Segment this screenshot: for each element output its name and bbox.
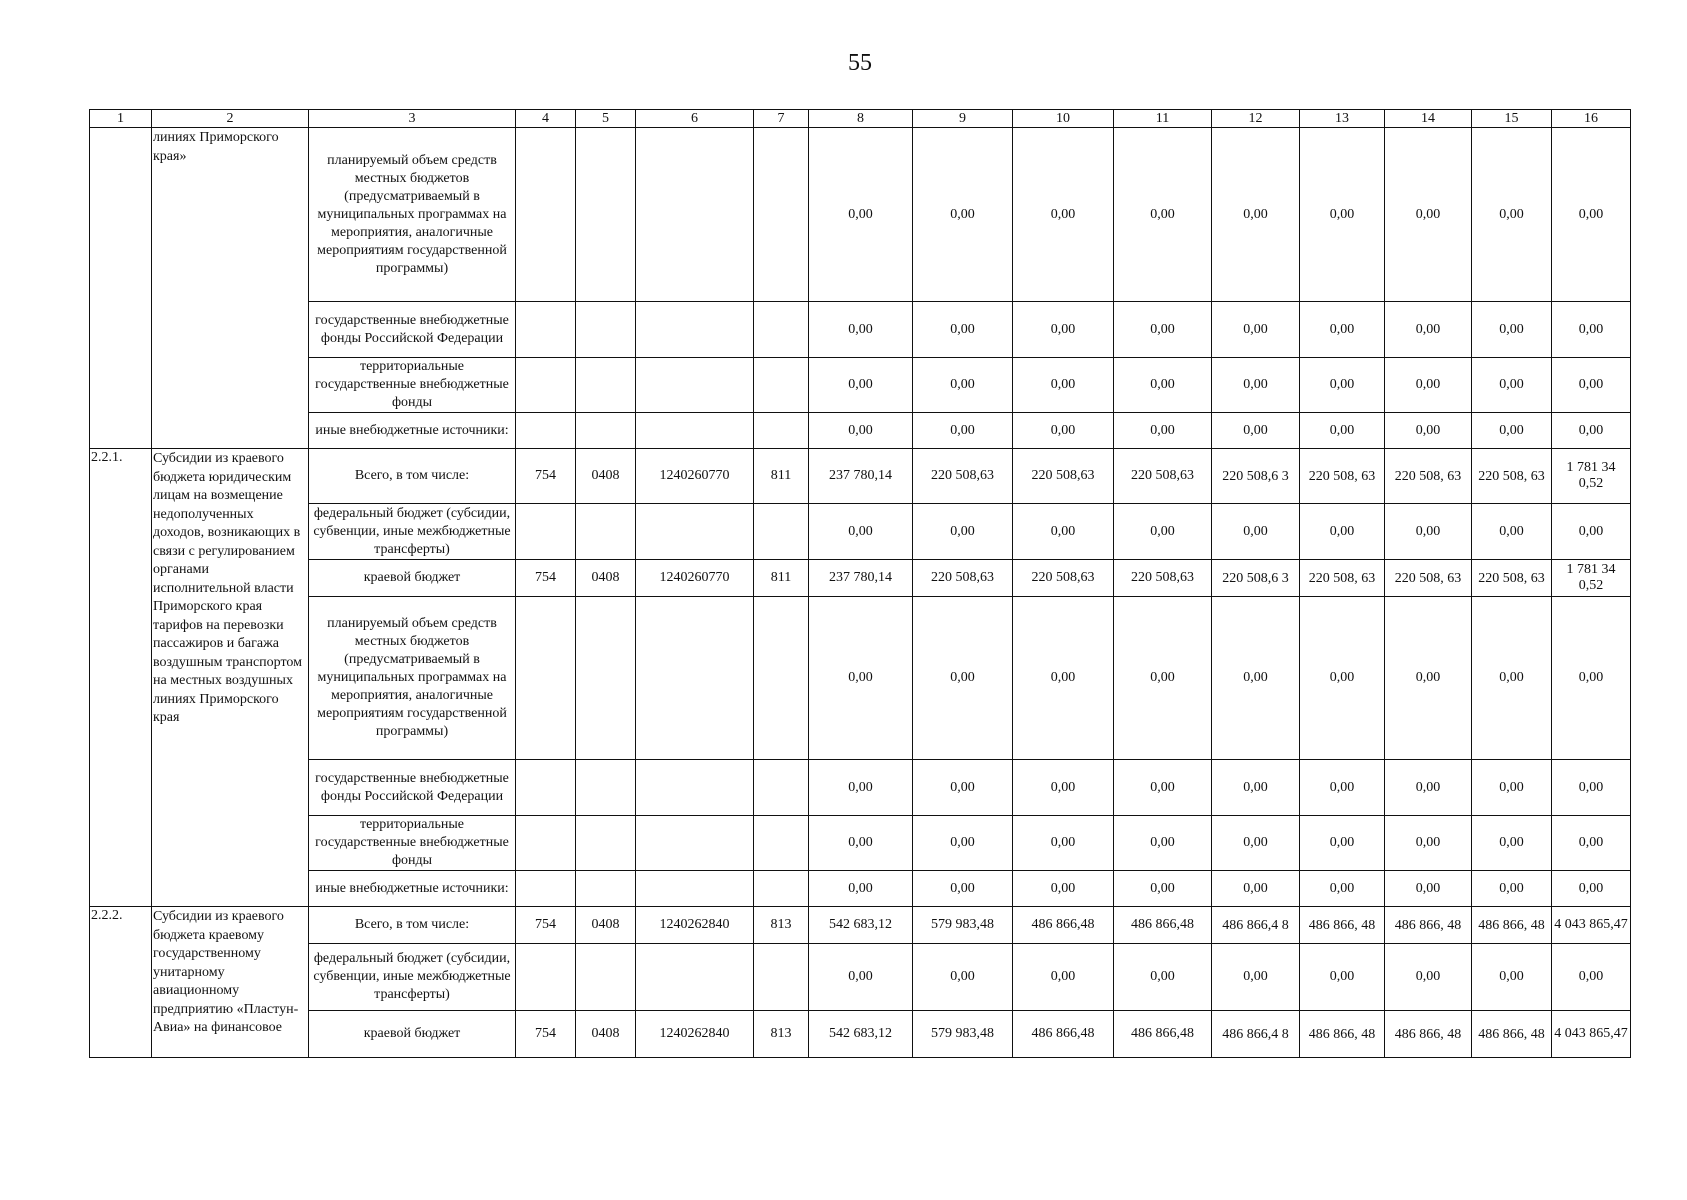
- budget-code-cell: 754: [516, 907, 576, 944]
- amount-cell: 0,00: [1472, 816, 1552, 871]
- amount-cell: 0,00: [1385, 597, 1472, 760]
- budget-code-cell: 811: [754, 560, 809, 597]
- amount-cell: 0,00: [1472, 413, 1552, 449]
- funding-source-cell: федеральный бюджет (субсидии, субвенции, иные межбюджетные трансферты): [309, 944, 516, 1011]
- amount-cell: 0,00: [1013, 760, 1114, 816]
- amount-cell: 220 508,63: [913, 560, 1013, 597]
- funding-source-cell: Всего, в том числе:: [309, 907, 516, 944]
- column-number-header: 8: [809, 110, 913, 128]
- table-body: [90, 110, 1631, 1058]
- budget-code-cell: 813: [754, 1011, 809, 1058]
- amount-cell: 0,00: [913, 871, 1013, 907]
- amount-cell: 0,00: [1552, 128, 1631, 302]
- amount-cell: 0,00: [1472, 358, 1552, 413]
- column-number-header: 13: [1300, 110, 1385, 128]
- amount-cell: 0,00: [1385, 760, 1472, 816]
- table-row: [90, 413, 1631, 449]
- amount-cell: 0,00: [1300, 302, 1385, 358]
- amount-cell: 4 043 865,47: [1552, 907, 1631, 944]
- budget-code-cell: [516, 413, 576, 449]
- column-number-header: 7: [754, 110, 809, 128]
- funding-source-cell: краевой бюджет: [309, 1011, 516, 1058]
- amount-cell: 0,00: [1013, 413, 1114, 449]
- budget-code-cell: 1240262840: [636, 1011, 754, 1058]
- amount-cell: 486 866, 48: [1300, 1011, 1385, 1058]
- amount-cell: 0,00: [1114, 760, 1212, 816]
- table-row: [90, 560, 1631, 597]
- amount-cell: 0,00: [1212, 760, 1300, 816]
- budget-code-cell: [516, 944, 576, 1011]
- item-number-cell: 2.2.1.: [90, 449, 152, 907]
- amount-cell: 486 866, 48: [1472, 1011, 1552, 1058]
- amount-cell: 486 866,48: [1114, 907, 1212, 944]
- budget-code-cell: [516, 597, 576, 760]
- amount-cell: 0,00: [1300, 760, 1385, 816]
- amount-cell: 486 866, 48: [1385, 1011, 1472, 1058]
- column-number-header: 16: [1552, 110, 1631, 128]
- table-row: [90, 504, 1631, 560]
- amount-cell: 0,00: [913, 760, 1013, 816]
- amount-cell: 0,00: [1552, 358, 1631, 413]
- amount-cell: 0,00: [1013, 128, 1114, 302]
- amount-cell: 237 780,14: [809, 449, 913, 504]
- amount-cell: 220 508,63: [1013, 449, 1114, 504]
- column-number-header: 4: [516, 110, 576, 128]
- budget-code-cell: [636, 413, 754, 449]
- column-number-header: 3: [309, 110, 516, 128]
- budget-code-cell: [576, 944, 636, 1011]
- column-number-header: 15: [1472, 110, 1552, 128]
- budget-code-cell: [754, 944, 809, 1011]
- amount-cell: 0,00: [1300, 597, 1385, 760]
- amount-cell: 0,00: [809, 871, 913, 907]
- amount-cell: 237 780,14: [809, 560, 913, 597]
- budget-code-cell: [516, 358, 576, 413]
- amount-cell: 220 508, 63: [1300, 449, 1385, 504]
- amount-cell: 0,00: [1212, 504, 1300, 560]
- budget-code-cell: [516, 816, 576, 871]
- budget-code-cell: [516, 760, 576, 816]
- budget-code-cell: [754, 358, 809, 413]
- amount-cell: 0,00: [913, 816, 1013, 871]
- amount-cell: 486 866,4 8: [1212, 907, 1300, 944]
- amount-cell: 220 508, 63: [1300, 560, 1385, 597]
- budget-code-cell: 754: [516, 449, 576, 504]
- funding-source-cell: государственные внебюджетные фонды Российской Федерации: [309, 760, 516, 816]
- amount-cell: 220 508, 63: [1472, 560, 1552, 597]
- amount-cell: 0,00: [809, 597, 913, 760]
- amount-cell: 1 781 34 0,52: [1552, 560, 1631, 597]
- column-number-header: 9: [913, 110, 1013, 128]
- amount-cell: 0,00: [913, 128, 1013, 302]
- funding-source-cell: иные внебюджетные источники:: [309, 871, 516, 907]
- budget-code-cell: [636, 302, 754, 358]
- funding-source-cell: федеральный бюджет (субсидии, субвенции, иные межбюджетные трансферты): [309, 504, 516, 560]
- budget-code-cell: [576, 358, 636, 413]
- amount-cell: 0,00: [1552, 760, 1631, 816]
- amount-cell: 542 683,12: [809, 1011, 913, 1058]
- amount-cell: 0,00: [1212, 944, 1300, 1011]
- table-row: [90, 597, 1631, 760]
- budget-code-cell: 811: [754, 449, 809, 504]
- amount-cell: 0,00: [1300, 871, 1385, 907]
- funding-source-cell: государственные внебюджетные фонды Российской Федерации: [309, 302, 516, 358]
- budget-code-cell: [576, 816, 636, 871]
- amount-cell: 0,00: [913, 944, 1013, 1011]
- amount-cell: 0,00: [1114, 597, 1212, 760]
- amount-cell: 4 043 865,47: [1552, 1011, 1631, 1058]
- amount-cell: 0,00: [1013, 358, 1114, 413]
- amount-cell: 0,00: [1552, 816, 1631, 871]
- amount-cell: 0,00: [1552, 504, 1631, 560]
- amount-cell: 220 508,63: [1013, 560, 1114, 597]
- budget-code-cell: [636, 816, 754, 871]
- budget-code-cell: [636, 597, 754, 760]
- amount-cell: 486 866,48: [1013, 1011, 1114, 1058]
- amount-cell: 0,00: [1552, 413, 1631, 449]
- table-row: [90, 907, 1631, 944]
- budget-code-cell: 0408: [576, 1011, 636, 1058]
- budget-code-cell: 0408: [576, 449, 636, 504]
- budget-code-cell: [754, 128, 809, 302]
- amount-cell: 0,00: [1114, 128, 1212, 302]
- amount-cell: 0,00: [1114, 302, 1212, 358]
- amount-cell: 0,00: [1385, 504, 1472, 560]
- budget-code-cell: [636, 944, 754, 1011]
- amount-cell: 0,00: [1114, 504, 1212, 560]
- amount-cell: 220 508, 63: [1472, 449, 1552, 504]
- budget-code-cell: [636, 358, 754, 413]
- amount-cell: 0,00: [1212, 816, 1300, 871]
- amount-cell: 0,00: [1300, 504, 1385, 560]
- amount-cell: 0,00: [1114, 413, 1212, 449]
- budget-code-cell: [636, 128, 754, 302]
- amount-cell: 0,00: [1114, 358, 1212, 413]
- amount-cell: 0,00: [809, 128, 913, 302]
- amount-cell: 579 983,48: [913, 1011, 1013, 1058]
- amount-cell: 0,00: [1385, 302, 1472, 358]
- amount-cell: 0,00: [1552, 302, 1631, 358]
- funding-source-cell: планируемый объем средств местных бюджетов (предусматриваемый в муниципальных программах на мероприятия, аналогичные мероприятиям государственной программы): [309, 597, 516, 760]
- amount-cell: 0,00: [1212, 128, 1300, 302]
- budget-code-cell: 813: [754, 907, 809, 944]
- amount-cell: 0,00: [1385, 944, 1472, 1011]
- amount-cell: 0,00: [1300, 128, 1385, 302]
- amount-cell: 0,00: [809, 302, 913, 358]
- amount-cell: 0,00: [1013, 816, 1114, 871]
- budget-code-cell: 754: [516, 1011, 576, 1058]
- amount-cell: 486 866, 48: [1472, 907, 1552, 944]
- amount-cell: 0,00: [1552, 597, 1631, 760]
- budget-code-cell: [576, 760, 636, 816]
- item-name-cell: Субсидии из краевого бюджета краевому государственному унитарному авиационному предприятию «Пластун-Авиа» на финансовое: [152, 907, 309, 1058]
- column-number-header: 12: [1212, 110, 1300, 128]
- budget-code-cell: 1240262840: [636, 907, 754, 944]
- funding-source-cell: планируемый объем средств местных бюджетов (предусматриваемый в муниципальных программах на мероприятия, аналогичные мероприятиям государственной программы): [309, 128, 516, 302]
- budget-code-cell: [636, 760, 754, 816]
- amount-cell: 0,00: [1013, 944, 1114, 1011]
- amount-cell: 0,00: [1552, 871, 1631, 907]
- amount-cell: 0,00: [1385, 871, 1472, 907]
- funding-source-cell: территориальные государственные внебюджетные фонды: [309, 816, 516, 871]
- amount-cell: 542 683,12: [809, 907, 913, 944]
- amount-cell: 0,00: [1300, 358, 1385, 413]
- table-row: [90, 128, 1631, 302]
- amount-cell: 0,00: [1472, 871, 1552, 907]
- amount-cell: 0,00: [1013, 871, 1114, 907]
- amount-cell: 0,00: [1212, 302, 1300, 358]
- table-row: [90, 944, 1631, 1011]
- amount-cell: 0,00: [913, 597, 1013, 760]
- amount-cell: 579 983,48: [913, 907, 1013, 944]
- amount-cell: 220 508,63: [1114, 560, 1212, 597]
- budget-code-cell: [576, 302, 636, 358]
- budget-code-cell: [754, 504, 809, 560]
- budget-code-cell: [516, 871, 576, 907]
- amount-cell: 220 508,63: [913, 449, 1013, 504]
- amount-cell: 0,00: [1300, 413, 1385, 449]
- amount-cell: 0,00: [1300, 816, 1385, 871]
- amount-cell: 0,00: [1385, 816, 1472, 871]
- amount-cell: 486 866,48: [1114, 1011, 1212, 1058]
- amount-cell: 0,00: [1472, 760, 1552, 816]
- column-number-header: 10: [1013, 110, 1114, 128]
- budget-code-cell: [516, 302, 576, 358]
- amount-cell: 486 866, 48: [1385, 907, 1472, 944]
- amount-cell: 0,00: [809, 413, 913, 449]
- page-number: 55: [848, 50, 872, 76]
- amount-cell: 0,00: [1385, 358, 1472, 413]
- amount-cell: 1 781 34 0,52: [1552, 449, 1631, 504]
- amount-cell: 220 508, 63: [1385, 449, 1472, 504]
- budget-code-cell: 754: [516, 560, 576, 597]
- amount-cell: 0,00: [1212, 413, 1300, 449]
- amount-cell: 0,00: [1552, 944, 1631, 1011]
- amount-cell: 0,00: [1212, 597, 1300, 760]
- amount-cell: 0,00: [809, 816, 913, 871]
- budget-code-cell: [576, 871, 636, 907]
- funding-source-cell: иные внебюджетные источники:: [309, 413, 516, 449]
- budget-code-cell: [754, 413, 809, 449]
- budget-code-cell: [576, 128, 636, 302]
- column-number-header: 14: [1385, 110, 1472, 128]
- table-row: [90, 760, 1631, 816]
- amount-cell: 220 508, 63: [1385, 560, 1472, 597]
- amount-cell: 0,00: [1300, 944, 1385, 1011]
- table-row: [90, 1011, 1631, 1058]
- amount-cell: 0,00: [1472, 597, 1552, 760]
- budget-code-cell: [754, 816, 809, 871]
- amount-cell: 0,00: [1472, 944, 1552, 1011]
- budget-code-cell: [754, 871, 809, 907]
- table-row: [90, 816, 1631, 871]
- funding-source-cell: территориальные государственные внебюджетные фонды: [309, 358, 516, 413]
- item-name-cell: линиях Приморского края»: [152, 128, 309, 449]
- header-row: [90, 110, 1631, 128]
- amount-cell: 0,00: [809, 944, 913, 1011]
- table-row: [90, 449, 1631, 504]
- amount-cell: 0,00: [1472, 504, 1552, 560]
- amount-cell: 0,00: [913, 302, 1013, 358]
- budget-code-cell: [636, 504, 754, 560]
- table-row: [90, 358, 1631, 413]
- amount-cell: 0,00: [913, 413, 1013, 449]
- table-row: [90, 302, 1631, 358]
- table-row: [90, 871, 1631, 907]
- amount-cell: 220 508,6 3: [1212, 449, 1300, 504]
- budget-code-cell: [516, 504, 576, 560]
- amount-cell: 0,00: [1472, 128, 1552, 302]
- amount-cell: 0,00: [1472, 302, 1552, 358]
- column-number-header: 1: [90, 110, 152, 128]
- funding-source-cell: Всего, в том числе:: [309, 449, 516, 504]
- amount-cell: 486 866,48: [1013, 907, 1114, 944]
- budget-code-cell: [754, 597, 809, 760]
- amount-cell: 0,00: [809, 760, 913, 816]
- budget-code-cell: [754, 302, 809, 358]
- column-number-header: 11: [1114, 110, 1212, 128]
- budget-code-cell: [576, 597, 636, 760]
- amount-cell: 220 508,63: [1114, 449, 1212, 504]
- amount-cell: 0,00: [913, 504, 1013, 560]
- column-number-header: 6: [636, 110, 754, 128]
- item-number-cell: 2.2.2.: [90, 907, 152, 1058]
- budget-code-cell: [636, 871, 754, 907]
- budget-code-cell: [576, 504, 636, 560]
- amount-cell: 220 508,6 3: [1212, 560, 1300, 597]
- amount-cell: 0,00: [1114, 816, 1212, 871]
- column-number-header: 2: [152, 110, 309, 128]
- amount-cell: 0,00: [1212, 358, 1300, 413]
- amount-cell: 0,00: [1114, 871, 1212, 907]
- amount-cell: 0,00: [1013, 504, 1114, 560]
- item-number-cell: [90, 128, 152, 449]
- column-number-header: 5: [576, 110, 636, 128]
- funding-source-cell: краевой бюджет: [309, 560, 516, 597]
- amount-cell: 0,00: [1114, 944, 1212, 1011]
- budget-table: [89, 109, 1631, 1058]
- amount-cell: 0,00: [1385, 413, 1472, 449]
- budget-code-cell: 0408: [576, 907, 636, 944]
- amount-cell: 0,00: [1013, 597, 1114, 760]
- amount-cell: 486 866, 48: [1300, 907, 1385, 944]
- amount-cell: 0,00: [1212, 871, 1300, 907]
- budget-code-cell: [516, 128, 576, 302]
- amount-cell: 0,00: [913, 358, 1013, 413]
- budget-code-cell: [754, 760, 809, 816]
- amount-cell: 486 866,4 8: [1212, 1011, 1300, 1058]
- amount-cell: 0,00: [809, 504, 913, 560]
- amount-cell: 0,00: [809, 358, 913, 413]
- amount-cell: 0,00: [1385, 128, 1472, 302]
- budget-code-cell: 1240260770: [636, 449, 754, 504]
- budget-code-cell: 1240260770: [636, 560, 754, 597]
- amount-cell: 0,00: [1013, 302, 1114, 358]
- budget-code-cell: [576, 413, 636, 449]
- item-name-cell: Субсидии из краевого бюджета юридическим лицам на возмещение недополученных доходов, возникающих в связи с регулированием органами исполнительной власти Приморского края тарифов на перевозки пассажиров и багажа воздушным транспортом на местных воздушных линиях Приморского края: [152, 449, 309, 907]
- budget-code-cell: 0408: [576, 560, 636, 597]
